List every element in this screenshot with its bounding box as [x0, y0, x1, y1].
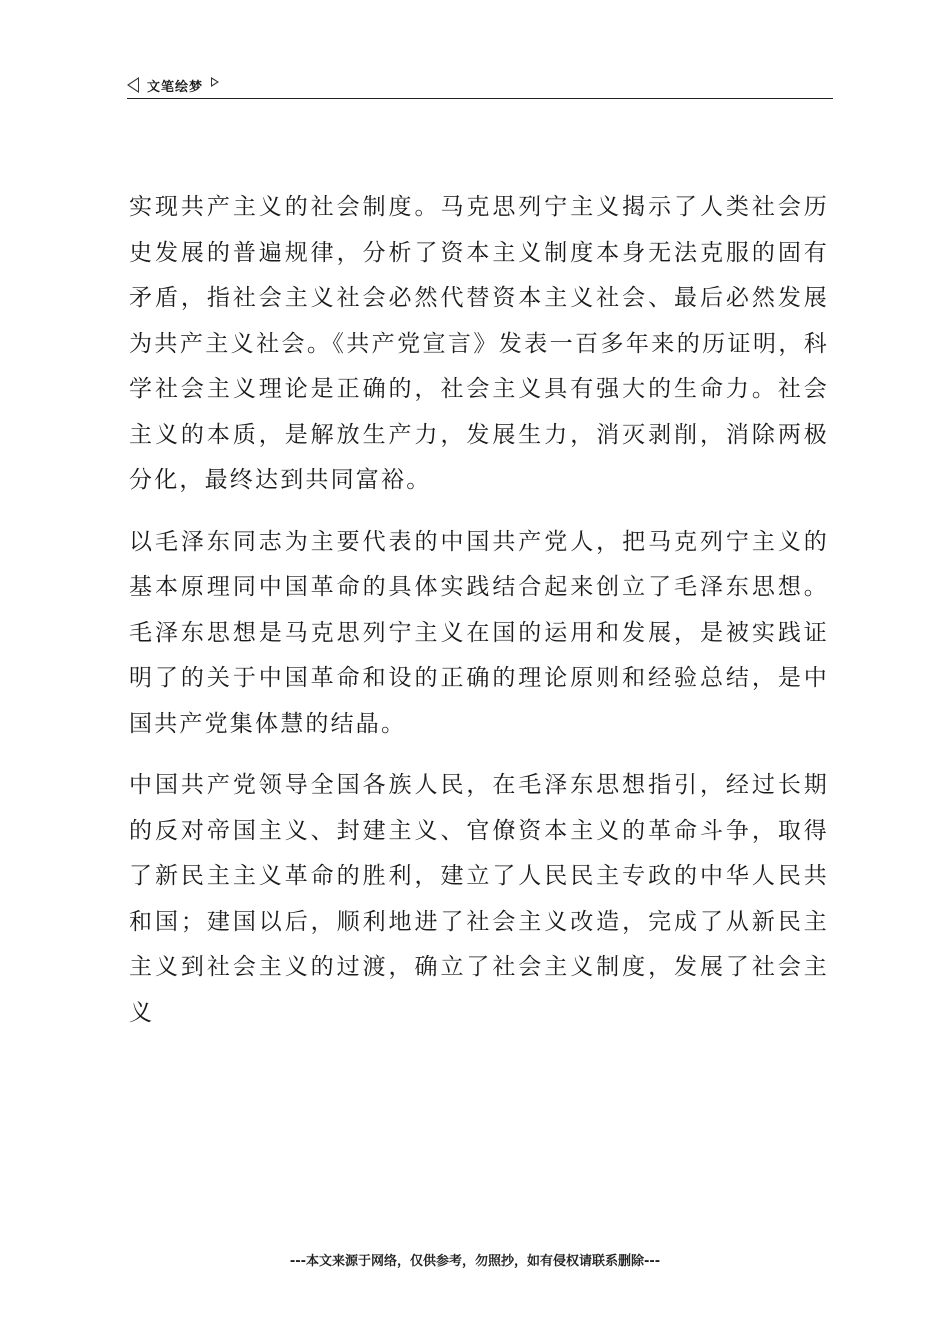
footer-disclaimer: ---本文来源于网络，仅供参考，勿照抄，如有侵权请联系删除---: [289, 1254, 661, 1269]
header-inner: [127, 74, 833, 96]
forward-triangle-icon: [211, 77, 219, 87]
header-title: 文笔绘梦: [147, 79, 204, 95]
back-triangle-icon: [127, 77, 139, 93]
document-body: [129, 185, 829, 1052]
page-header: [127, 74, 833, 99]
paragraph-1: 实现共产主义的社会制度。马克思列宁主义揭示了人类社会历史发展的普遍规律，分析了资本主义制度本身无法克服的固有矛盾，指社会主义社会必然代替资本主义社会、最后必然发展为共产主义社会。《共产党宣言》发表一百多年来的历证明，科学社会主义理论是正确的，社会主义具有强大的生命力。社会主义的本质，是解放生产力，发展生力，消灭剥削，消除两极分化，最终达到共同富裕。: [129, 194, 829, 493]
paragraph-2: 以毛泽东同志为主要代表的中国共产党人，把马克列宁主义的基本原理同中国革命的具体实践结合起来创立了毛泽东思想。毛泽东思想是马克思列宁主义在国的运用和发展，是被实践证明了的关于中国革命和设的正确的理论原则和经验总结，是中国共产党集体慧的结晶。: [129, 528, 829, 737]
paragraph-3: 中国共产党领导全国各族人民，在毛泽东思想指引，经过长期的反对帝国主义、封建主义、官僚资本主义的革命斗争，取得了新民主主义革命的胜利，建立了人民民主专政的中华人民共和国；建国以后，顺利地进了社会主义改造，完成了从新民主主义到社会主义的过渡，确立了社会主义制度，发展了社会主义: [129, 772, 829, 1026]
